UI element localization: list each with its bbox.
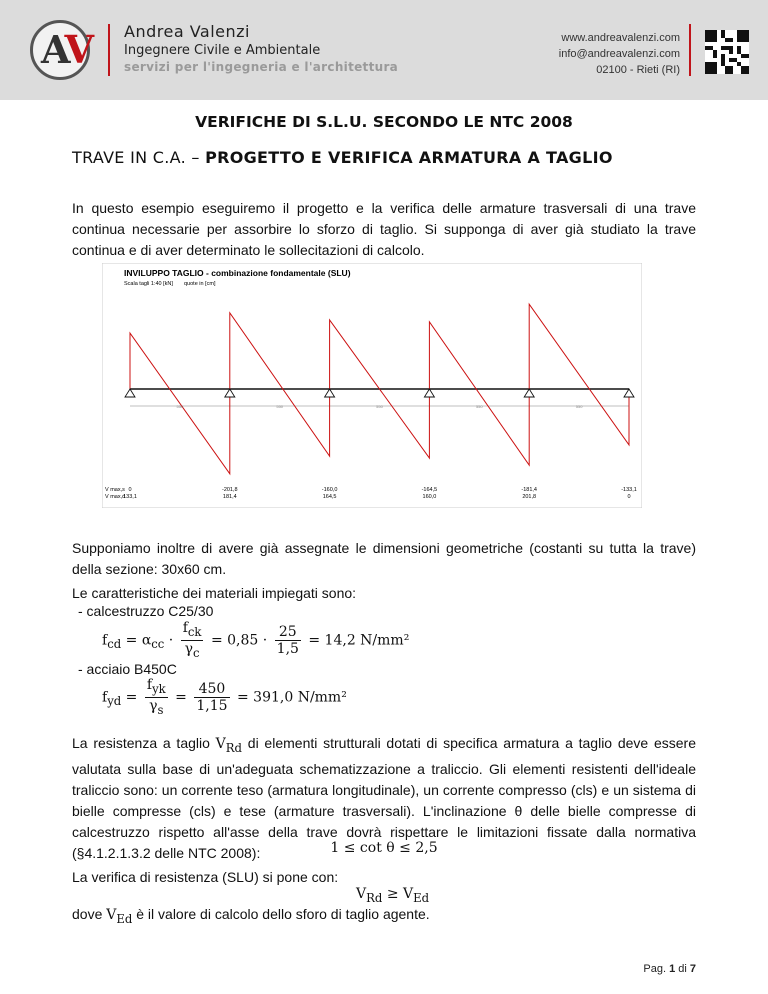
cot-theta-limit: 1 ≤ cot θ ≤ 2,5 bbox=[330, 840, 438, 856]
materials-intro: Le caratteristiche dei materiali impiegati sono: bbox=[72, 585, 357, 601]
vmax-d-label: 164,5 bbox=[322, 494, 337, 500]
chart-title: INVILUPPO TAGLIO - combinazione fondamentale (SLU) bbox=[124, 268, 351, 278]
email-link[interactable]: info@andreavalenzi.com bbox=[558, 48, 680, 60]
vmax-d-label: 160,0 bbox=[422, 494, 437, 500]
vmax-s-label: -201,8 bbox=[221, 487, 238, 493]
vmax-d-label: 201,8 bbox=[522, 494, 537, 500]
header-divider-right bbox=[689, 24, 691, 76]
letterhead bbox=[0, 0, 768, 100]
span-length-label: 550 bbox=[376, 404, 383, 409]
span-length-label: 550 bbox=[276, 404, 284, 409]
logo: AV bbox=[30, 20, 90, 80]
chart-frame bbox=[102, 263, 642, 508]
qr-code-icon bbox=[705, 30, 749, 74]
brand-name: Andrea Valenzi bbox=[124, 22, 250, 41]
subtitle-prefix: TRAVE IN C.A. – bbox=[72, 148, 206, 167]
steel-label: - acciaio B450C bbox=[78, 661, 177, 677]
fcd-formula: $f_{cd} = \alpha_{cc}$ · $\frac{f_{ck}}{\gamma_c}$ = 0,85 · $\frac{25}{1,5}$ = 14,2 N/mm² bbox=[102, 620, 410, 660]
intro-paragraph: In questo esempio eseguiremo il progetto e la verifica delle armature trasversali di una trave continua necessarie per assorbire lo sforzo di taglio. Si supponga di aver già studiato la trave continua e di aver determinato le sollecitazioni di calcolo. bbox=[72, 200, 696, 258]
chart-units-note: quote in [cm] bbox=[184, 281, 216, 287]
contact-info bbox=[559, 30, 680, 78]
span-length-label: 550 bbox=[575, 404, 583, 409]
vmax-d-label: 0 bbox=[627, 494, 631, 500]
fyd-formula: $f_{yd}$ = $\frac{f_{yk}}{\gamma_s}$ = $\frac{450}{1,15}$ = 391,0 N/mm² bbox=[102, 677, 347, 717]
section-paragraph: Supponiamo inoltre di avere già assegnate le dimensioni geometriche (costanti su tutta la trave) della sezione: 30x60 cm. bbox=[72, 540, 696, 577]
shear-envelope-chart bbox=[102, 263, 642, 508]
vmax-d-label: 181,4 bbox=[222, 494, 237, 500]
subtitle-bold: PROGETTO E VERIFICA ARMATURA A TAGLIO bbox=[205, 148, 613, 167]
verification-inequality: $V_{Rd} \ge V_{Ed}$ bbox=[356, 886, 430, 905]
brand-tagline: servizi per l'ingegneria e l'architettura bbox=[124, 60, 399, 74]
page-number: Pag. 1 di 7 bbox=[643, 963, 696, 975]
brand-profession: Ingegnere Civile e Ambientale bbox=[124, 43, 321, 58]
website-link[interactable]: www.andreavalenzi.com bbox=[561, 32, 680, 44]
vmax-s-label: -160,0 bbox=[321, 487, 338, 493]
span-length-label: 550 bbox=[176, 404, 184, 409]
chart-scale-note: Scala tagli 1:40 [kN] bbox=[124, 281, 173, 287]
concrete-label: - calcestruzzo C25/30 bbox=[78, 603, 214, 619]
vmax-s-label: -133,1 bbox=[621, 487, 637, 493]
row-label-vmax-s: V max,s bbox=[105, 487, 125, 493]
vmax-d-label: 133,1 bbox=[123, 494, 137, 500]
vmax-s-label: -164,5 bbox=[421, 487, 438, 493]
brand bbox=[124, 22, 398, 74]
resistance-paragraph: La resistenza a taglio $V_{Rd}$ di elementi strutturali dotati di specifica armatura a taglio deve essere valutata sulla base di un'adeguata schematizzazione a traliccio. Gli elementi resistenti dell'ideale traliccio sono: un corrente teso (armatura longitudinale), un corrente compresso (cls) e un sistema di bielle compresse (cls) e tese (armature trasversali). L'inclinazione θ delle bielle compresse di calcestruzzo rispetto all'asse della trave dovrà rispettare le limitazioni fissate dalla normativa (§4.1.2.1.3.2 delle NTC 2008): bbox=[72, 735, 696, 861]
vmax-s-label: -181,4 bbox=[521, 487, 538, 493]
page-subtitle bbox=[72, 148, 613, 167]
address: 02100 - Rieti (RI) bbox=[596, 64, 680, 76]
verification-text: La verifica di resistenza (SLU) si pone con: bbox=[72, 869, 339, 885]
row-label-vmax-d: V max,d bbox=[105, 494, 126, 500]
header-divider bbox=[108, 24, 110, 76]
page-title: VERIFICHE DI S.L.U. SECONDO LE NTC 2008 bbox=[195, 113, 573, 131]
where-text: dove $V_{Ed}$ è il valore di calcolo dello sforo di taglio agente. bbox=[72, 906, 430, 926]
vmax-s-label: 0 bbox=[128, 487, 132, 493]
span-length-label: 550 bbox=[475, 404, 483, 409]
